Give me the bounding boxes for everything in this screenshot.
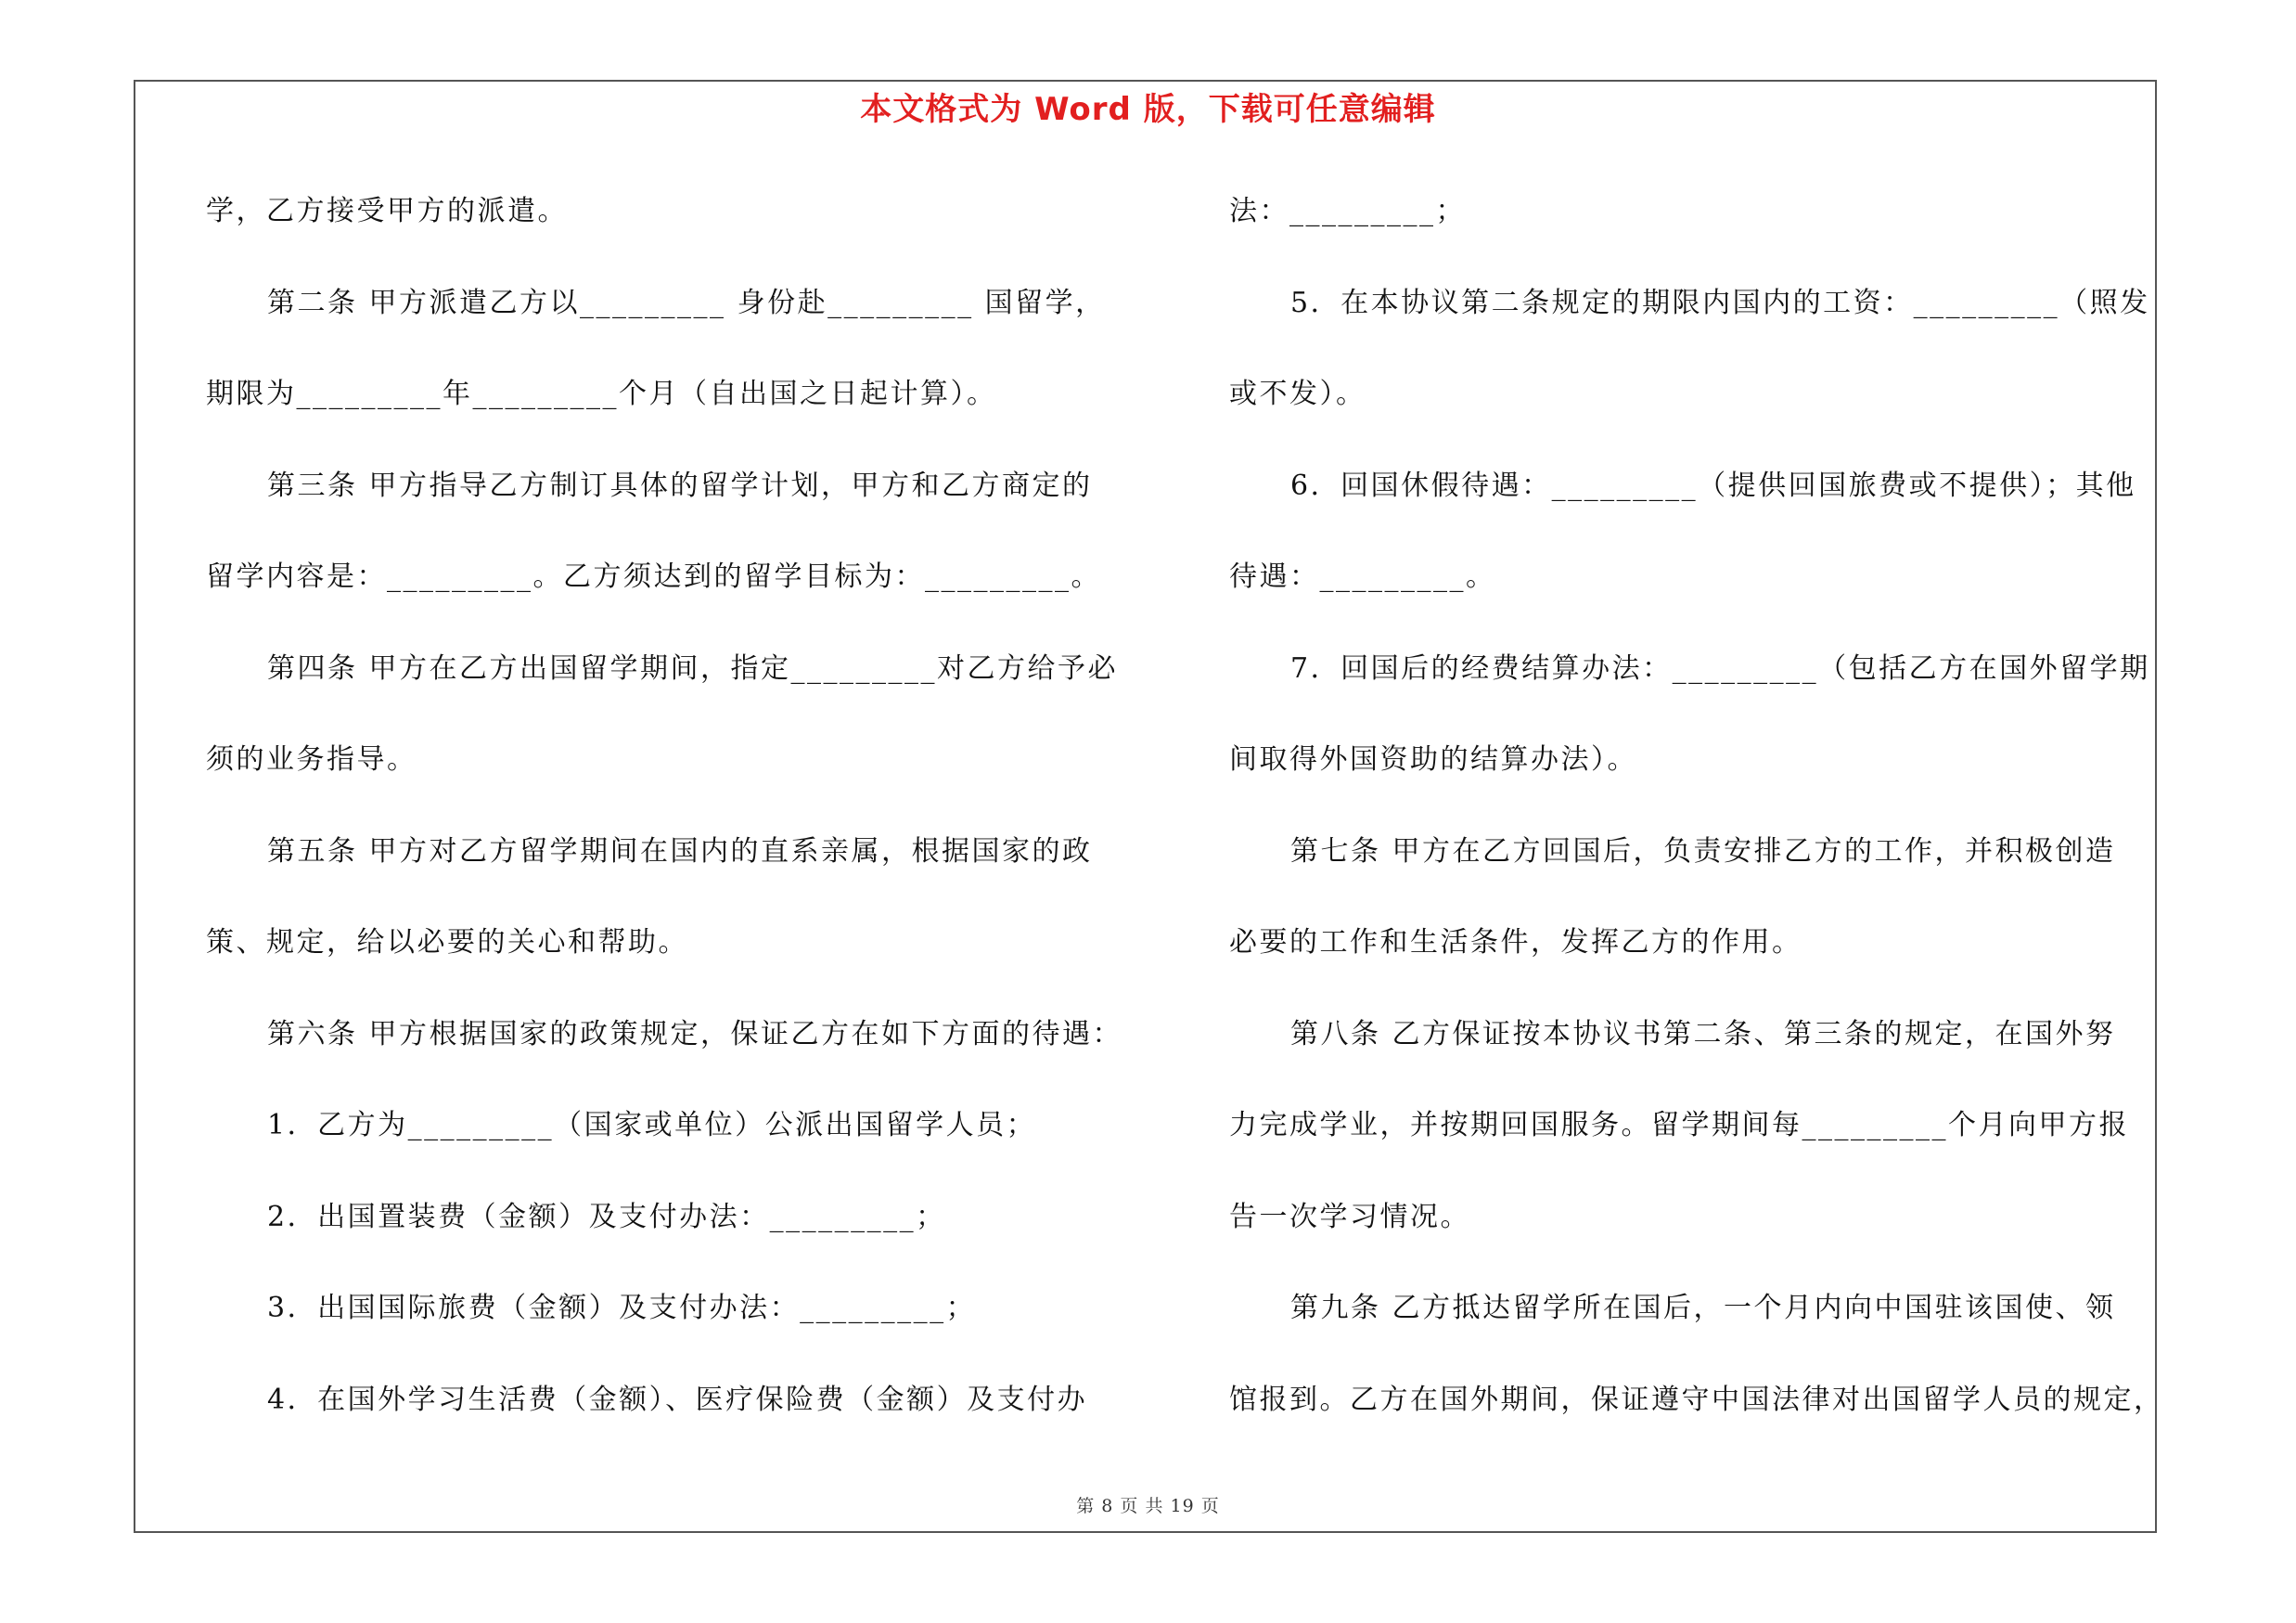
text-line: 第六条 甲方根据国家的政策规定，保证乙方在如下方面的待遇： xyxy=(267,1017,1123,1050)
text-line: 第九条 乙方抵达留学所在国后，一个月内向中国驻该国使、领 xyxy=(1290,1292,2116,1324)
text-line: 第五条 甲方对乙方留学期间在国内的直系亲属，根据国家的政 xyxy=(267,834,1093,868)
text-line: 第三条 甲方指导乙方制订具体的留学计划，甲方和乙方商定的 xyxy=(267,469,1093,502)
text-line: 或不发）。 xyxy=(1229,378,1366,410)
text-line: 第四条 甲方在乙方出国留学期间，指定_________对乙方给予必 xyxy=(267,651,1119,685)
text-line: 5．在本协议第二条规定的期限内国内的工资：_________（照发 xyxy=(1290,286,2150,319)
text-line: 法：_________； xyxy=(1229,195,1466,227)
text-line: 期限为_________年_________个月（自出国之日起计算）。 xyxy=(206,378,997,410)
page-number-footer: 第 8 页 共 19 页 xyxy=(1076,1496,1220,1516)
text-line: 第七条 甲方在乙方回国后，负责安排乙方的工作，并积极创造 xyxy=(1290,834,2116,868)
text-line: 第二条 甲方派遣乙方以_________ 身份赴_________ 国留学， xyxy=(267,286,1106,319)
text-line: 待遇：_________。 xyxy=(1229,560,1496,593)
text-line: 留学内容是：_________。乙方须达到的留学目标为：_________。 xyxy=(206,560,1101,593)
left-text-column xyxy=(206,181,1143,1461)
text-line: 策、规定，给以必要的关心和帮助。 xyxy=(206,926,688,959)
text-line: 1．乙方为_________（国家或单位）公派出国留学人员； xyxy=(267,1109,1037,1141)
text-line: 告一次学习情况。 xyxy=(1229,1200,1470,1233)
text-line: 须的业务指导。 xyxy=(206,743,417,776)
text-line: 学，乙方接受甲方的派遣。 xyxy=(206,195,568,227)
right-text-column xyxy=(1229,181,2164,1461)
text-line: 4．在国外学习生活费（金额）、医疗保险费（金额）及支付办 xyxy=(267,1383,1088,1416)
text-line: 2．出国置装费（金额）及支付办法：_________； xyxy=(267,1200,946,1233)
text-line: 力完成学业，并按期回国服务。留学期间每_________个月向甲方报 xyxy=(1229,1109,2129,1141)
word-format-banner: 本文格式为 Word 版，下载可任意编辑 xyxy=(860,91,1436,128)
text-line: 间取得外国资助的结算办法）。 xyxy=(1229,743,1637,776)
text-line: 馆报到。乙方在国外期间，保证遵守中国法律对出国留学人员的规定， xyxy=(1229,1383,2164,1416)
text-line: 3．出国国际旅费（金额）及支付办法：_________； xyxy=(267,1292,977,1324)
text-line: 第八条 乙方保证按本协议书第二条、第三条的规定，在国外努 xyxy=(1290,1017,2116,1050)
text-line: 必要的工作和生活条件，发挥乙方的作用。 xyxy=(1229,926,1802,959)
text-line: 7．回国后的经费结算办法：_________（包括乙方在国外留学期 xyxy=(1290,651,2150,685)
text-line: 6．回国休假待遇：_________（提供回国旅费或不提供）；其他 xyxy=(1290,469,2136,502)
